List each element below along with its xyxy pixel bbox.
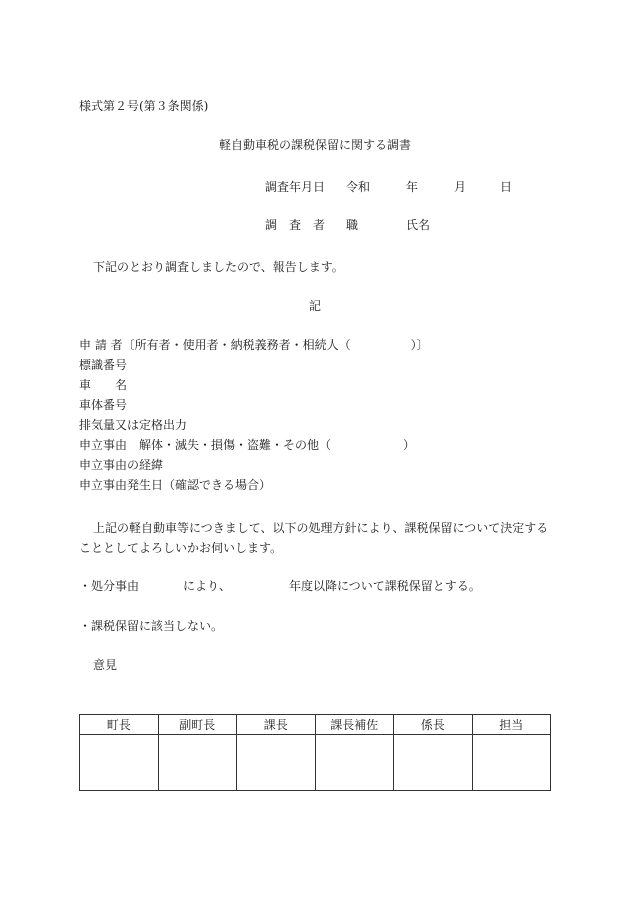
position-label: 職 [346,218,359,232]
occurrence-date-field: 申立事由発生日（確認できる場合） [79,478,272,492]
header-deputy-mayor: 副町長 [158,715,237,735]
investigator-label: 調 査 者 [265,218,326,232]
approval-stamp-row [80,735,551,791]
year-label: 年 [406,180,419,194]
header-mayor: 町長 [80,715,159,735]
investigation-date-line [0,178,630,194]
opinion-label: 意見 [93,658,118,672]
day-label: 日 [500,180,513,194]
stamp-cell-section-chief[interactable] [237,735,316,791]
option-suspend-by-label: により、 [183,579,232,593]
displacement-field: 排気量又は定格出力 [79,418,188,432]
stamp-cell-assistant-chief[interactable] [315,735,394,791]
intro-text: 下記のとおり調査しましたので、報告します。 [93,260,344,274]
era-label: 令和 [346,180,371,194]
stamp-cell-mayor[interactable] [80,735,159,791]
option-suspend-year-label: 年度以降について課税保留とする。 [289,579,481,593]
investigation-date-label: 調査年月日 [265,180,326,194]
header-assistant-chief: 課長補佐 [315,715,394,735]
applicant-field: 申 請 者〔所有者・使用者・納税義務者・相続人（ ）〕 [79,338,429,352]
option-suspend-reason-label: ・処分事由 [79,579,140,593]
form-number: 様式第２号(第３条関係) [79,99,209,113]
approval-header-row [80,715,551,735]
decision-paragraph: 上記の軽自動車等につきまして、以下の処理方針により、課税保留について決定することとしてよろしいかお伺いします。 [79,521,549,555]
plate-number-field: 標識番号 [79,358,128,372]
name-label: 氏名 [406,218,431,232]
chassis-number-field: 車体番号 [79,398,128,412]
stamp-cell-deputy-mayor[interactable] [158,735,237,791]
ki-heading: 記 [308,299,321,313]
investigator-line [0,216,630,232]
field-list [79,337,429,497]
stamp-cell-subsection-chief[interactable] [394,735,473,791]
approval-stamp-table [79,714,551,791]
option-not-applicable: ・課税保留に該当しない。 [79,619,224,633]
reason-history-field: 申立事由の経緯 [79,458,164,472]
option-suspend [79,577,499,593]
header-section-chief: 課長 [237,715,316,735]
vehicle-name-field: 車 名 [79,378,128,392]
month-label: 月 [454,180,467,194]
reason-field: 申立事由 解体・滅失・損傷・盗難・その他（ ） [79,438,416,452]
header-subsection-chief: 係長 [394,715,473,735]
stamp-cell-staff[interactable] [472,735,551,791]
header-staff: 担当 [472,715,551,735]
document-title: 軽自動車税の課税保留に関する調書 [218,138,411,152]
